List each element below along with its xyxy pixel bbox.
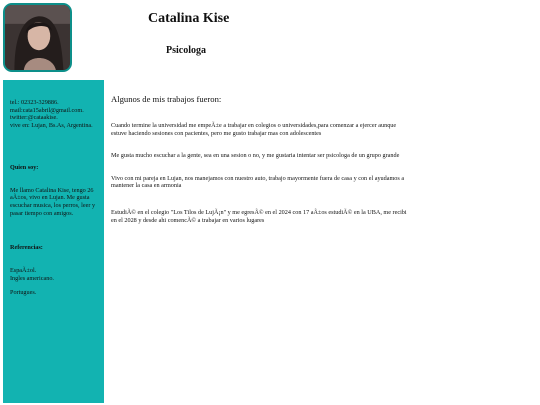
references-heading: Referencias: (10, 244, 43, 252)
contact-twitter: twitter:@cataakise. (10, 114, 58, 122)
contact-location: vive en: Lujan, Bs.As, Argentina. (10, 122, 93, 130)
sidebar (3, 80, 104, 403)
work-paragraph: Cuando termine la universidad me empeÃ±e a trabajar en colegios o universidades,para comenzar a ejercer aunque estuve haciendo sesiones con pacientes, pero me gusto trabajar mas con adolescentes (111, 122, 397, 137)
contact-phone: tel.: 02323-329886. (10, 99, 59, 106)
profile-photo (3, 3, 72, 72)
profile-role: Psicologa (166, 45, 206, 56)
contact-mail: mail:cata15abril@gmail.com. (10, 106, 84, 114)
contact-info (10, 99, 98, 130)
profile-name: Catalina Kise (148, 11, 230, 26)
profile-photo-icon (5, 5, 70, 70)
work-paragraph: EstudiÃ© en el colegio "Los Tilos de LujÃ¡n" y me egresÃ© en el 2024 con 17 aÃ±os estudiÃ© en la UBA, me recibi en el 2028 y desde ahi comencÃ© a trabajar en varios lugares (111, 208, 407, 224)
about-heading: Quien soy: (10, 163, 39, 171)
main-content (111, 94, 411, 239)
work-paragraph: Me gusta mucho escuchar a la gente, sea en una sesion o no, y me gustaria intentar ser psicologa de un grupo grande (111, 152, 400, 160)
about-text: Me llamo Catalina Kise, tengo 26 aÃ±os, vivo en Lujan. Me gusta escuchar musica, los perros, leer y pasar tiempo con amigos. (10, 186, 96, 217)
language-item: Ingles americano. (10, 274, 54, 282)
language-item: Portugues. (10, 289, 37, 297)
works-heading: Algunos de mis trabajos fueron: (111, 94, 222, 104)
language-item: EspaÃ±ol. (10, 267, 37, 275)
work-paragraph: Vivo con mi pareja en Lujan, nos manejamos con nuestro auto, trabajo mayormente fuera de casa y con el ayudamos a mantener la casa en armonia (111, 174, 405, 190)
